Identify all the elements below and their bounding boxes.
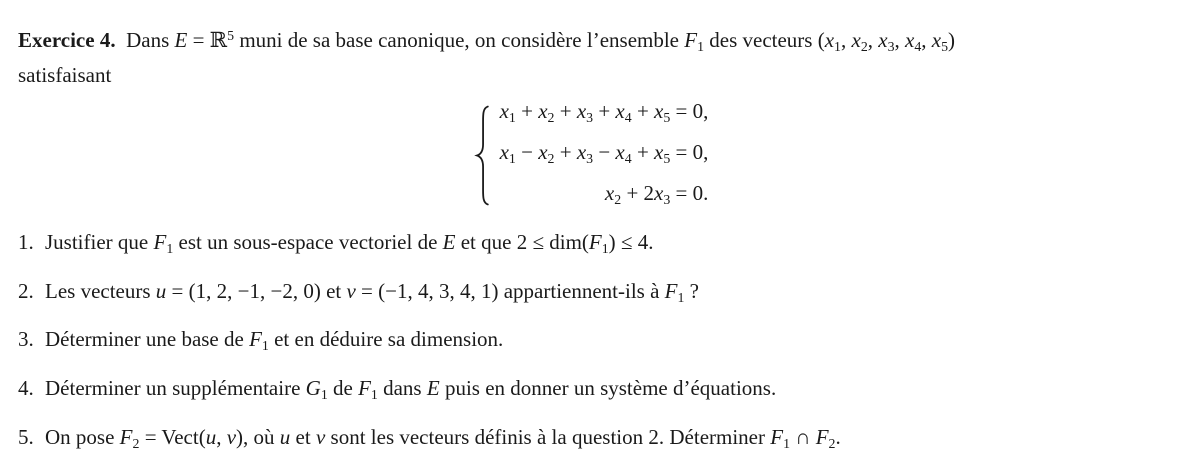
exercise-statement-line2: satisfaisant	[18, 63, 112, 88]
question-text: Déterminer un supplémentaire G1 de F1 dans E puis en donner un système d’équations.	[45, 376, 777, 403]
question-item-3	[18, 326, 1164, 359]
question-item-5	[18, 424, 1164, 457]
question-list	[18, 229, 1164, 457]
equation-row-1: x1 + x2 + x3 + x4 + x5 = 0,	[499, 99, 709, 125]
equation-row-3: x2 + 2x3 = 0.	[604, 180, 709, 207]
equation-column	[500, 94, 709, 217]
equation-system	[18, 94, 1164, 217]
question-text: Justifier que F1 est un sous-espace vectoriel de E et que 2 ≤ dim(F1) ≤ 4.	[45, 229, 654, 256]
question-text: Les vecteurs u = (1, 2, −1, −2, 0) et v = (−1, 4, 3, 4, 1) appartiennent-ils à F1 ?	[45, 278, 699, 305]
exercise-statement-line1: Exercice 4. Dans E = ℝ$^5$ muni de sa base canonique, on considère l’ensemble F1 des vecteurs (x1, x2, x3, x4, x5)	[18, 28, 956, 55]
question-number: 2.	[18, 278, 34, 303]
left-curly-brace-icon	[474, 104, 493, 207]
question-number: 1.	[18, 229, 34, 254]
question-text: Déterminer une base de F1 et en déduire sa dimension.	[45, 327, 504, 354]
question-number: 5.	[18, 425, 34, 450]
question-number: 3.	[18, 327, 34, 352]
question-item-1	[18, 229, 1164, 262]
question-item-4	[18, 375, 1164, 408]
question-item-2	[18, 278, 1164, 311]
question-text: On pose F2 = Vect(u, v), où u et v sont les vecteurs définis à la question 2. Déterminer F1 ∩ F2.	[45, 425, 841, 452]
question-number: 4.	[18, 376, 34, 401]
equation-row-2: x1 − x2 + x3 − x4 + x5 = 0,	[499, 139, 709, 166]
